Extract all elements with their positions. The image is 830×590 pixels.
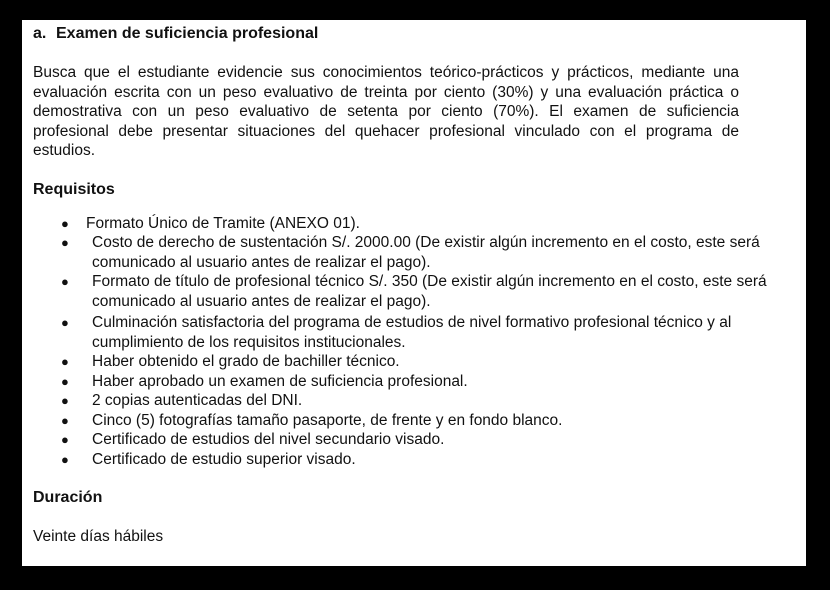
list-item xyxy=(33,313,792,352)
list-item-text: 2 copias autenticadas del DNI. xyxy=(92,392,303,409)
bullet-icon: ● xyxy=(61,432,69,447)
list-item-text: Certificado de estudio superior visado. xyxy=(92,450,356,468)
list-item xyxy=(33,391,792,411)
bullet-icon: ● xyxy=(61,373,69,389)
list-item xyxy=(33,411,792,431)
requisitos-list xyxy=(33,214,793,470)
list-item-text: Certificado de estudios del nivel secundario visado. xyxy=(92,431,445,448)
requisitos-heading: Requisitos xyxy=(33,180,115,198)
document-content xyxy=(33,24,793,547)
list-item xyxy=(33,372,792,392)
bullet-icon: ● xyxy=(61,354,69,369)
duracion-heading: Duración xyxy=(33,489,103,506)
list-item-text: Culminación satisfactoria del programa de estudios de nivel formativo profesional técnico y al cumplimiento de los requisitos institucionales. xyxy=(92,314,732,351)
section-title xyxy=(33,24,793,44)
list-item xyxy=(33,450,792,470)
bullet-icon: ● xyxy=(61,451,69,467)
document-page xyxy=(19,20,809,569)
bullet-icon: ● xyxy=(61,412,69,428)
list-item-text: Cinco (5) fotografías tamaño pasaporte, de frente y en fondo blanco. xyxy=(92,411,563,429)
bullet-icon: ● xyxy=(61,215,69,231)
list-item xyxy=(33,352,792,372)
list-item-text: Costo de derecho de sustentación S/. 2000.00 (De existir algún incremento en el costo, este será comunicado al usuario antes de realizar el pago). xyxy=(92,234,760,271)
duracion-value: Veinte días hábiles xyxy=(33,528,164,545)
list-item-text: Formato de título de profesional técnico S/. 350 (De existir algún incremento en el costo, este será comunicado al usuario antes de realizar el pago). xyxy=(92,273,767,310)
list-item xyxy=(33,233,792,272)
bullet-icon: ● xyxy=(61,274,69,289)
list-item-text: Formato Único de Tramite (ANEXO 01). xyxy=(86,214,360,232)
bullet-icon: ● xyxy=(61,315,69,330)
list-item xyxy=(33,214,786,234)
description-paragraph: Busca que el estudiante evidencie sus conocimientos teórico-prácticos y prácticos, mediante una evaluación escrita con un peso evaluativo de treinta por ciento (30%) y una evaluación práctica o demostrativa con un peso evaluativo de setenta por ciento (70%). El examen de suficiencia profesional debe presentar situaciones del quehacer profesional vinculado con el programa de estudios. xyxy=(33,64,739,159)
list-item-text: Haber aprobado un examen de suficiencia profesional. xyxy=(92,372,468,390)
list-item xyxy=(33,272,792,311)
bullet-icon: ● xyxy=(61,393,69,408)
bullet-icon: ● xyxy=(61,235,69,250)
section-title-text: Examen de suficiencia profesional xyxy=(56,25,319,42)
section-letter: a. xyxy=(33,25,47,42)
list-item xyxy=(33,430,792,450)
list-item-text: Haber obtenido el grado de bachiller técnico. xyxy=(92,353,400,370)
